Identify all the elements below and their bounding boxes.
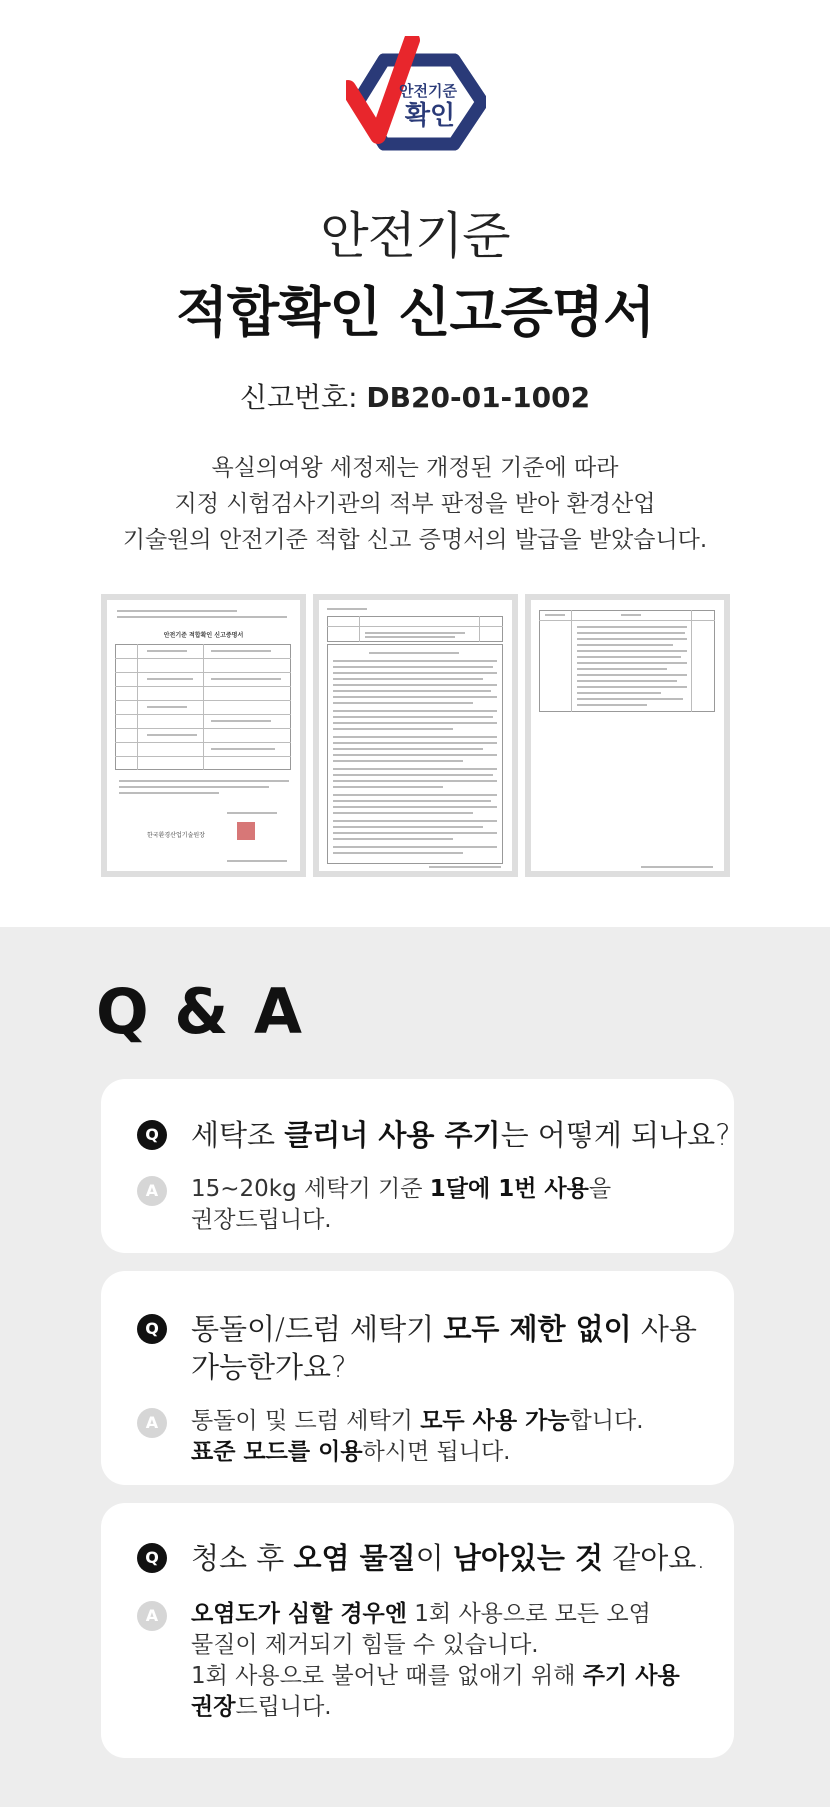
- qa-card: [101, 1079, 734, 1253]
- logo-line1: 안전기준: [399, 83, 457, 100]
- title-bold: 적합확인 신고증명서: [175, 281, 655, 344]
- question-icon: Q: [137, 1543, 167, 1573]
- title-light: 안전기준: [320, 207, 510, 265]
- registration-number: [0, 376, 830, 416]
- answer-line: 15~20kg 세탁기 기준 1달에 1번 사용을: [191, 1176, 612, 1202]
- question-icon: Q: [137, 1120, 167, 1150]
- certificate-page-3: [525, 594, 730, 877]
- qa-card: [101, 1271, 734, 1485]
- answer-line: 오염도가 심할 경우엔 1회 사용으로 모든 오염: [191, 1601, 651, 1627]
- answer-icon: A: [137, 1601, 167, 1631]
- answer-line: 권장드립니다.: [191, 1207, 332, 1233]
- question-text: 통돌이/드럼 세탁기 모두 제한 없이 사용 가능한가요?: [191, 1312, 697, 1384]
- answer-line: 표준 모드를 이용하시면 됩니다.: [191, 1439, 511, 1465]
- reg-label: 신고번호:: [239, 381, 367, 414]
- answer-icon: A: [137, 1408, 167, 1438]
- question-text: 세탁조 클리너 사용 주기는 어떻게 되나요?: [191, 1118, 731, 1152]
- question-text: 청소 후 오염 물질이 남아있는 것 같아요.: [191, 1541, 706, 1575]
- answer-line: 권장드립니다.: [191, 1694, 332, 1720]
- certificate-page-1: [101, 594, 306, 877]
- answer-line: 통돌이 및 드럼 세탁기 모두 사용 가능합니다.: [191, 1408, 644, 1434]
- certificate-title: 안전기준 적합확인 신고증명서: [163, 632, 244, 639]
- answer-text: [191, 1174, 611, 1236]
- answer-line: 물질이 제거되기 힘들 수 있습니다.: [191, 1632, 539, 1658]
- certificate-issuer: 한국환경산업기술원장: [147, 832, 205, 839]
- description: [0, 450, 830, 558]
- logo-line2: 확인: [404, 100, 456, 130]
- official-seal-icon: [237, 822, 255, 840]
- answer-text: [191, 1406, 644, 1468]
- description-line: 기술원의 안전기준 적합 신고 증명서의 발급을 받았습니다.: [122, 527, 708, 553]
- description-line: 욕실의여왕 세정제는 개정된 기준에 따라: [211, 455, 619, 481]
- certificate-page-2: [313, 594, 518, 877]
- question-icon: Q: [137, 1314, 167, 1344]
- reg-value: DB20-01-1002: [366, 381, 591, 414]
- answer-text: [191, 1599, 680, 1723]
- description-line: 지정 시험검사기관의 적부 판정을 받아 환경산업: [174, 491, 656, 517]
- qa-title: Q & A: [96, 975, 304, 1048]
- safety-check-logo: [346, 36, 486, 156]
- qa-section: [0, 927, 830, 1807]
- answer-line: 1회 사용으로 불어난 때를 없애기 위해 주기 사용: [191, 1663, 680, 1689]
- qa-card: [101, 1503, 734, 1758]
- answer-icon: A: [137, 1176, 167, 1206]
